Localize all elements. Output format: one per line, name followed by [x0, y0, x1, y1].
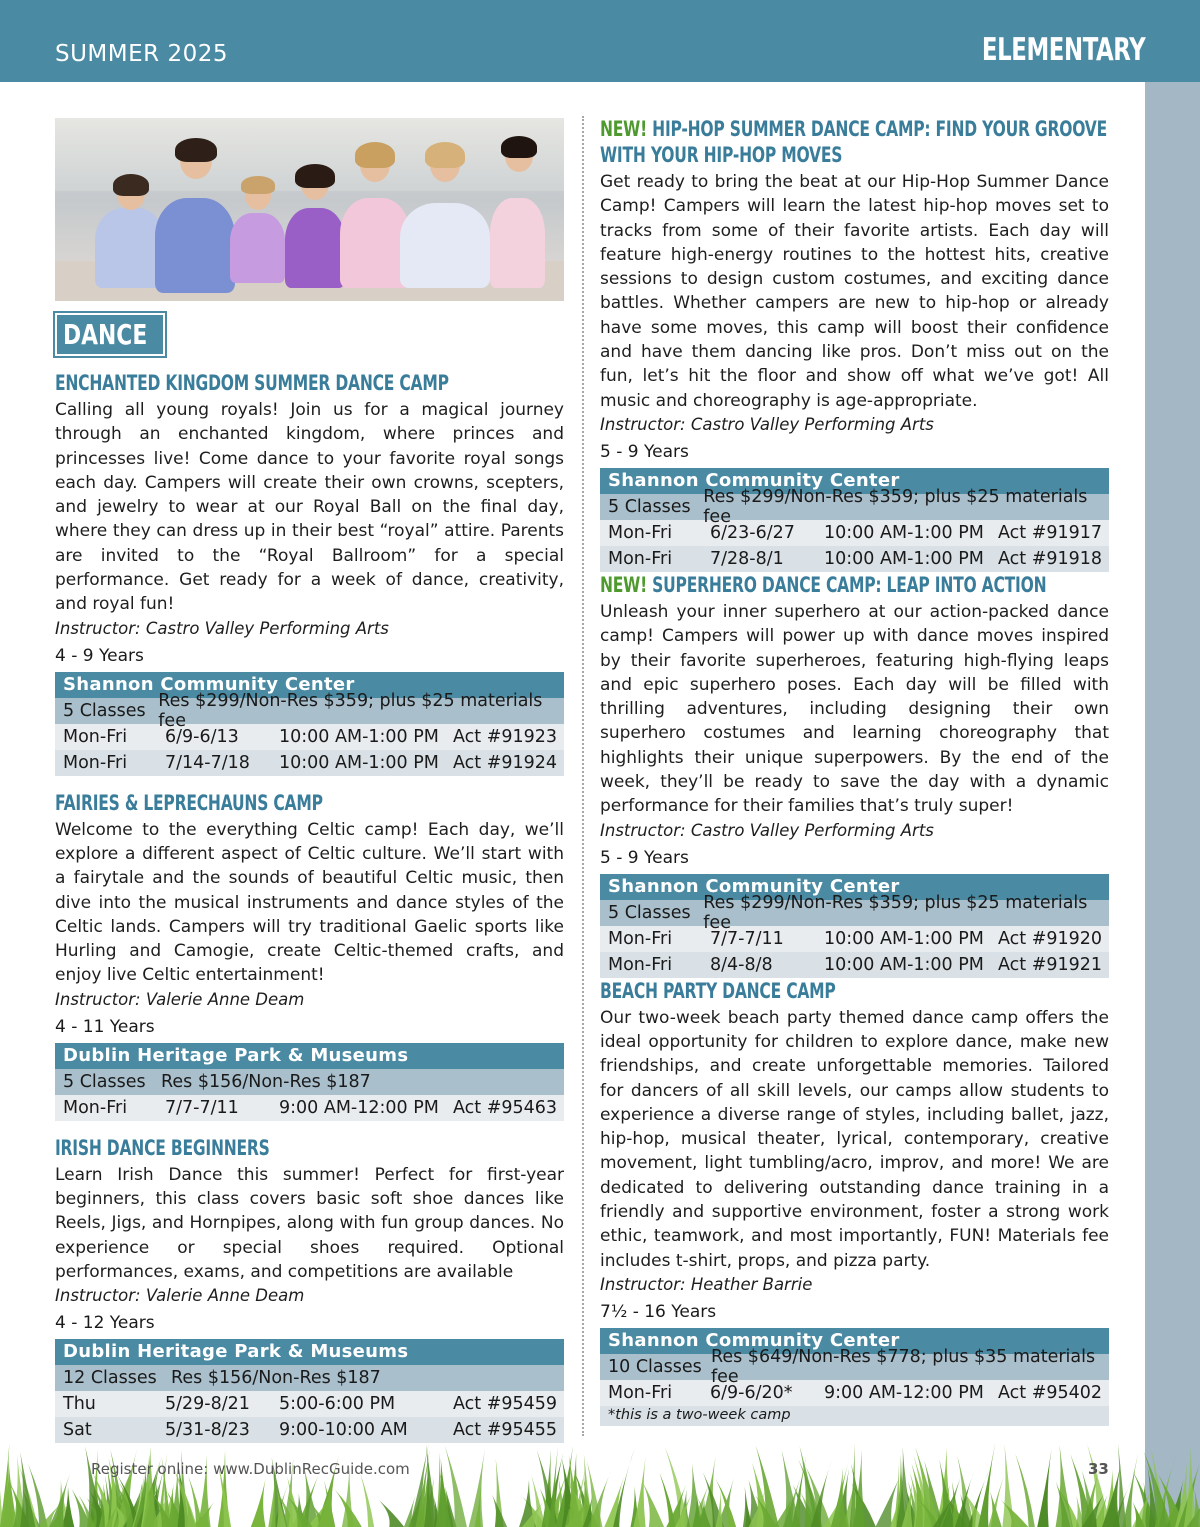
schedule-location: Dublin Heritage Park & Museums: [55, 1339, 564, 1365]
schedule-fee-row: [55, 690, 564, 731]
schedule-table: [55, 1339, 564, 1443]
session-act: Act #91917: [998, 522, 1103, 543]
session-act: Act #95463: [453, 1097, 558, 1118]
class-count: 5 Classes: [608, 902, 691, 923]
schedule-location: Shannon Community Center: [55, 672, 564, 698]
new-badge: NEW!: [600, 572, 647, 597]
session-days: Thu: [63, 1394, 96, 1415]
schedule-fee-row: [600, 486, 1109, 527]
session-days: Mon-Fri: [63, 752, 128, 773]
program-title: BEACH PARTY DANCE CAMP: [600, 978, 836, 1003]
program-title: FAIRIES & LEPRECHAUNS CAMP: [55, 790, 323, 815]
program-description: Unleash your inner superhero at our action-packed dance camp! Campers will power up with dance moves inspired by their favorite superheroes, featuring high-flying leaps and epic superhero poses. Each day will be filled with thrilling adventures, including designing their own superhero costumes and learning choreography that highlights their unique superpowers. By the end of the week, they’ll be ready to save the day with a dynamic performance for their families that’s truly super!: [600, 601, 1109, 817]
session-days: Mon-Fri: [608, 548, 673, 569]
session-act: Act #95459: [453, 1394, 558, 1415]
session-act: Act #91924: [453, 752, 558, 773]
session-dates: 5/29-8/21: [165, 1394, 250, 1415]
side-bar: [1145, 82, 1200, 1527]
program-description: Get ready to bring the beat at our Hip-Hop Summer Dance Camp! Campers will learn the latest hip-hop moves set to tracks from some of their favorite artists. Each day will feature high-energy routines to the hottest hits, creative sessions to design custom costumes, and exciting dance battles. Whether campers are new to hip-hop or already have some moves, this camp will boost their confidence and have them dancing like pros. Don’t miss out on the fun, let’s hit the floor and show off what we’ve got! All music and choreography is age-appropriate.: [600, 172, 1109, 411]
session-days: Mon-Fri: [63, 726, 128, 747]
class-count: 10 Classes: [608, 1356, 702, 1377]
program-description: Welcome to the everything Celtic camp! Each day, we’ll explore a different aspect of Celtic culture. We’ll start with a fairytale and the sounds of beautiful Celtic music, then dive into the musical instruments and dance styles of the Celtic lands. Campers will try traditional Gaelic sports like Hurling and Camogie, create Celtic-themed crafts, and enjoy live Celtic entertainment!: [55, 819, 564, 986]
session-dates: 7/14-7/18: [165, 752, 250, 773]
program-title: NEW! SUPERHERO DANCE CAMP: LEAP INTO ACTION: [600, 572, 1047, 597]
session-time: 10:00 AM-1:00 PM: [824, 522, 984, 543]
session-days: Mon-Fri: [608, 928, 673, 949]
session-days: Mon-Fri: [608, 522, 673, 543]
program-fairies: [55, 790, 564, 1121]
schedule-fee-row: [55, 1069, 564, 1095]
session-dates: 6/23-6/27: [710, 522, 795, 543]
session-act: Act #91923: [453, 726, 558, 747]
program-instructor: Instructor: Heather Barrie: [600, 1274, 813, 1294]
program-ages: 5 - 9 Years: [600, 847, 689, 868]
register-link[interactable]: Register online: www.DublinRecGuide.com: [91, 1460, 410, 1478]
session-time: 10:00 AM-1:00 PM: [279, 752, 439, 773]
session-days: Mon-Fri: [608, 954, 673, 975]
session-row: [600, 926, 1109, 952]
session-dates: 8/4-8/8: [710, 954, 773, 975]
session-dates: 7/7-7/11: [165, 1097, 239, 1118]
program-description: Learn Irish Dance this summer! Perfect for first-year beginners, this class covers basic soft shoe dances like Reels, Jigs, and Hornpipes, along with fun group dances. No experience or special shoes required. Optional performances, exams, and competitions are available: [55, 1164, 564, 1282]
session-time: 9:00 AM-12:00 PM: [279, 1097, 439, 1118]
right-column: [600, 116, 1109, 1426]
left-column: [55, 118, 564, 1443]
fee: Res $299/Non-Res $359; plus $25 materials fee: [158, 690, 543, 731]
page-number: 33: [1088, 1460, 1109, 1478]
class-count: 5 Classes: [63, 700, 146, 721]
session-time: 9:00-10:00 AM: [279, 1420, 408, 1441]
session-time: 10:00 AM-1:00 PM: [824, 928, 984, 949]
section-tag: DANCE: [55, 313, 165, 356]
program-enchanted: [55, 370, 564, 776]
class-count: 12 Classes: [63, 1368, 157, 1389]
program-instructor: Instructor: Castro Valley Performing Arts: [55, 618, 389, 638]
session-time: 10:00 AM-1:00 PM: [279, 726, 439, 747]
schedule-fee-row: [600, 892, 1109, 933]
program-instructor: Instructor: Castro Valley Performing Arts: [600, 820, 934, 840]
header-bar: [0, 0, 1200, 82]
schedule-table: [55, 672, 564, 776]
schedule-table: [600, 1328, 1109, 1426]
session-dates: 5/31-8/23: [165, 1420, 250, 1441]
schedule-location: Dublin Heritage Park & Museums: [55, 1043, 564, 1069]
grass-decoration: [0, 1440, 1200, 1527]
schedule-table: [55, 1043, 564, 1121]
session-row: [55, 1391, 564, 1417]
program-ages: 4 - 12 Years: [55, 1313, 155, 1334]
session-act: Act #91918: [998, 548, 1103, 569]
program-ages: 7½ - 16 Years: [600, 1301, 717, 1322]
program-hiphop: [600, 116, 1109, 572]
session-act: Act #91920: [998, 928, 1103, 949]
fee: Res $156/Non-Res $187: [171, 1368, 381, 1389]
class-count: 5 Classes: [63, 1071, 146, 1092]
new-badge: NEW!: [600, 117, 647, 141]
session-dates: 7/7-7/11: [710, 928, 784, 949]
session-time: 10:00 AM-1:00 PM: [824, 954, 984, 975]
session-row: [55, 724, 564, 750]
session-dates: 6/9-6/20*: [710, 1382, 793, 1403]
program-ages: 4 - 11 Years: [55, 1016, 155, 1037]
session-time: 10:00 AM-1:00 PM: [824, 548, 984, 569]
session-row: [55, 1095, 564, 1121]
schedule-table: [600, 874, 1109, 978]
session-row: [600, 520, 1109, 546]
program-title: IRISH DANCE BEGINNERS: [55, 1135, 270, 1160]
program-title: ENCHANTED KINGDOM SUMMER DANCE CAMP: [55, 371, 449, 395]
program-beach: [600, 978, 1109, 1426]
session-row: [600, 546, 1109, 572]
program-ages: 4 - 9 Years: [55, 645, 144, 666]
session-act: Act #95402: [998, 1382, 1103, 1403]
program-irish: [55, 1135, 564, 1443]
session-row: [600, 952, 1109, 978]
program-description: Calling all young royals! Join us for a magical journey through an enchanted kingdom, where princes and princesses live! Come dance to your favorite royal songs each day. Campers will create their own crowns, scepters, and jewelry to wear at our Royal Ball on the final day, where they can dress up in their best “royal” attire. Parents are invited to the “Royal Ballroom” for a special performance. Get ready for a week of dance, creativity, and royal fun!: [55, 400, 564, 615]
program-instructor: Instructor: Valerie Anne Deam: [55, 1286, 305, 1306]
schedule-location: Shannon Community Center: [600, 1328, 1109, 1354]
session-row: [600, 1380, 1109, 1406]
schedule-note: *this is a two-week camp: [600, 1406, 1109, 1426]
session-time: 5:00-6:00 PM: [279, 1394, 396, 1415]
schedule-fee-row: [600, 1346, 1109, 1387]
session-act: Act #91921: [998, 954, 1103, 975]
program-ages: 5 - 9 Years: [600, 441, 689, 462]
program-instructor: Instructor: Valerie Anne Deam: [55, 989, 305, 1009]
session-row: [55, 750, 564, 776]
column-divider: [582, 116, 584, 1436]
header-season: SUMMER 2025: [55, 41, 228, 67]
schedule-location: Shannon Community Center: [600, 468, 1109, 494]
program-description: Our two-week beach party themed dance camp offers the ideal opportunity for children to explore dance, make new friendships, and create unforgettable memories. Tailored for dancers of all skill levels, our camps allow students to experience a diverse range of styles, including ballet, jazz, hip-hop, musical theater, lyrical, contemporary, creative movement, light tumbling/acro, improv, and more! We are dedicated to delivering outstanding dance training in a friendly and supportive environment, foster a strong work ethic, teamwork, and most importantly, FUN! Materials fee includes t-shirt, props, and pizza party.: [600, 1007, 1109, 1271]
fee: Res $156/Non-Res $187: [161, 1071, 371, 1092]
fee: Res $649/Non-Res $778; plus $35 materials fee: [710, 1346, 1096, 1387]
dance-photo: [55, 118, 564, 301]
header-level: ELEMENTARY: [981, 32, 1145, 68]
schedule-location: Shannon Community Center: [600, 874, 1109, 900]
class-count: 5 Classes: [608, 496, 691, 517]
session-dates: 6/9-6/13: [165, 726, 239, 747]
fee: Res $299/Non-Res $359; plus $25 materials fee: [703, 892, 1088, 933]
session-dates: 7/28-8/1: [710, 548, 784, 569]
session-act: Act #95455: [453, 1420, 558, 1441]
session-days: Mon-Fri: [608, 1382, 673, 1403]
session-days: Mon-Fri: [63, 1097, 128, 1118]
program-title: NEW! HIP-HOP SUMMER DANCE CAMP: FIND YOUR GROOVE WITH YOUR HIP-HOP MOVES: [600, 117, 1107, 167]
program-instructor: Instructor: Castro Valley Performing Arts: [600, 414, 934, 434]
session-days: Sat: [63, 1420, 92, 1441]
schedule-table: [600, 468, 1109, 572]
fee: Res $299/Non-Res $359; plus $25 materials fee: [703, 486, 1088, 527]
schedule-fee-row: [55, 1365, 564, 1391]
session-time: 9:00 AM-12:00 PM: [824, 1382, 984, 1403]
program-superhero: [600, 572, 1109, 978]
